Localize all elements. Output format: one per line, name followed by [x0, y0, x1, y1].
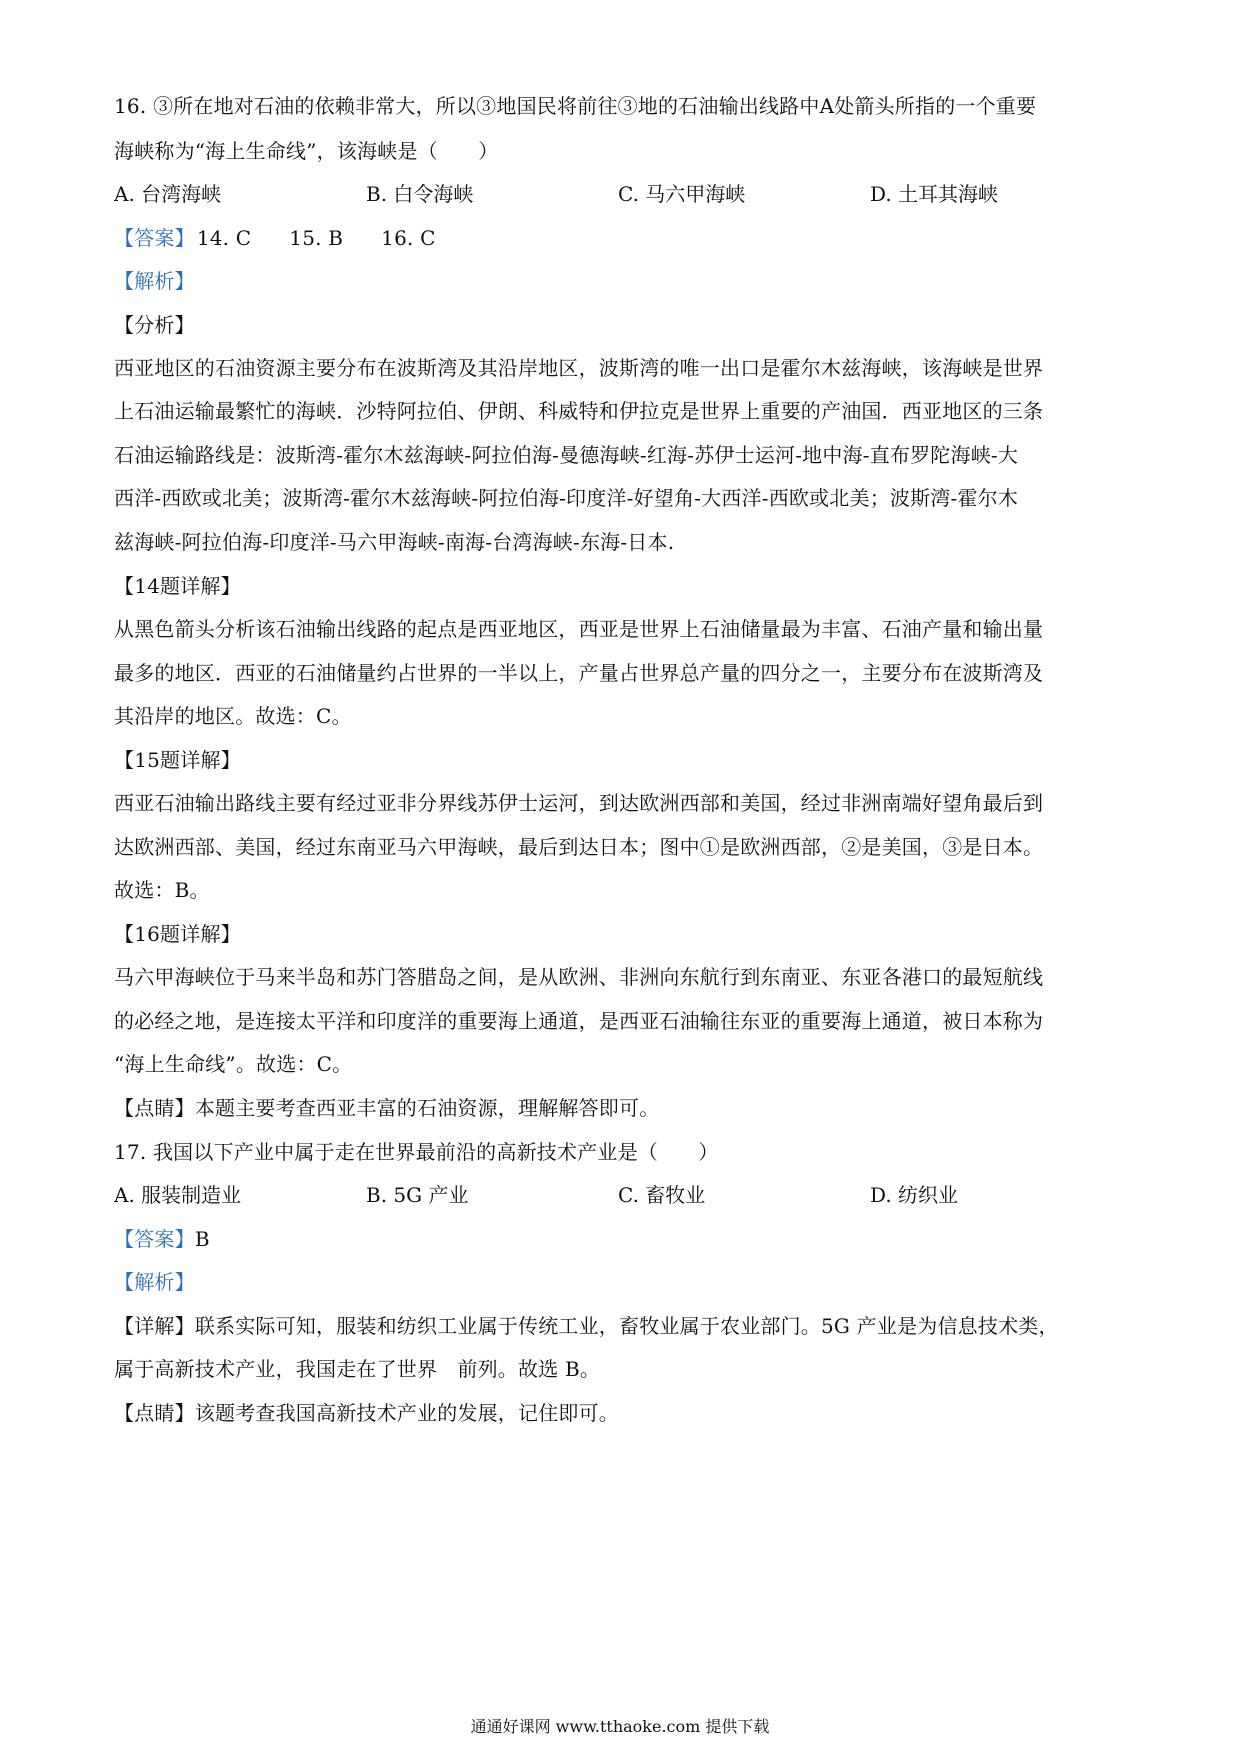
answer-tag: 【答案】 [114, 226, 195, 250]
fenxi-line: 兹海峡-阿拉伯海-印度洋-马六甲海峡-南海-台湾海峡-东海-日本. [114, 530, 675, 554]
answer-row [114, 224, 1134, 252]
fenxi-line: 上石油运输最繁忙的海峡．沙特阿拉伯、伊朗、科威特和伊拉克是世界上重要的产油国．西亚地区的三条 [114, 399, 1044, 423]
detail-15-line: 达欧洲西部、美国，经过东南亚马六甲海峡，最后到达日本；图中①是欧洲西部，②是美国，③是日本。 [114, 835, 1044, 859]
dianjing-row [114, 1094, 1134, 1122]
footer-source: 通通好课网 www.tthaoke.com 提供下载 [470, 1717, 770, 1736]
detail-14-line: 最多的地区．西亚的石油储量约占世界的一半以上，产量占世界总产量的四分之一，主要分布在波斯湾及 [114, 661, 1044, 685]
dianjing-text: 本题主要考查西亚丰富的石油资源，理解解答即可。 [194, 1096, 660, 1120]
q16-stem-line1: 16. ③所在地对石油的依赖非常大，所以③地国民将前往③地的石油输出线路中A处箭头所指的一个重要 [114, 94, 1037, 118]
q17-dianjing-tag: 【点睛】 [114, 1401, 195, 1425]
detail-14-line: 从黑色箭头分析该石油输出线路的起点是西亚地区，西亚是世界上石油储量最为丰富、石油产量和输出量 [114, 617, 1044, 641]
q17-detail-text: 联系实际可知，服装和纺织工业属于传统工业，畜牧业属于农业部门。5G 产业是为信息技术类， [194, 1314, 1059, 1338]
q17-answer-tag: 【答案】 [114, 1227, 195, 1251]
q17-option-b: B. 5G 产业 [366, 1183, 469, 1207]
q17-detail-row [114, 1312, 1134, 1340]
detail-15-line: 故选：B。 [114, 878, 210, 902]
detail-15-line: 西亚石油输出路线主要有经过亚非分界线苏伊士运河，到达欧洲西部和美国，经过非洲南端好望角最后到 [114, 791, 1044, 815]
detail-14-line: 其沿岸的地区。故选：C。 [114, 704, 352, 728]
analysis-tag: 【解析】 [114, 269, 195, 293]
q17-detail-line2: 属于高新技术产业，我国走在了世界 前列。故选 B。 [114, 1357, 601, 1381]
dianjing-tag: 【点睛】 [114, 1096, 195, 1120]
fenxi-line: 西亚地区的石油资源主要分布在波斯湾及其沿岸地区，波斯湾的唯一出口是霍尔木兹海峡，该海峡是世界 [114, 356, 1044, 380]
detail-16-heading: 【16题详解】 [114, 922, 241, 946]
answer-16: 16. C [381, 226, 436, 250]
answer-15: 15. B [289, 226, 344, 250]
q17-detail-tag: 【详解】 [114, 1314, 195, 1338]
q16-stem-line2: 海峡称为“海上生命线”，该海峡是（ ） [114, 139, 499, 163]
detail-16-line: 马六甲海峡位于马来半岛和苏门答腊岛之间，是从欧洲、非洲向东航行到东南亚、东亚各港口的最短航线 [114, 965, 1044, 989]
q16-option-c: C. 马六甲海峡 [618, 182, 746, 206]
fenxi-heading: 【分析】 [114, 313, 195, 337]
detail-14-heading: 【14题详解】 [114, 574, 241, 598]
q17-option-a: A. 服装制造业 [114, 1183, 242, 1207]
answer-14: 14. C [196, 226, 252, 250]
q17-stem: 17. 我国以下产业中属于走在世界最前沿的高新技术产业是（ ） [114, 1140, 719, 1164]
q17-answer-value: B [194, 1227, 210, 1251]
q17-dianjing-text: 该题考查我国高新技术产业的发展，记住即可。 [194, 1401, 620, 1425]
q17-option-c: C. 畜牧业 [618, 1183, 706, 1207]
q17-dianjing-row [114, 1399, 1134, 1427]
detail-16-line: 的必经之地，是连接太平洋和印度洋的重要海上通道，是西亚石油输往东亚的重要海上通道，被日本称为 [114, 1009, 1044, 1033]
q16-option-a: A. 台湾海峡 [114, 182, 222, 206]
q16-option-b: B. 白令海峡 [366, 182, 474, 206]
detail-15-heading: 【15题详解】 [114, 748, 241, 772]
detail-16-line: “海上生命线”。故选：C。 [114, 1052, 353, 1076]
q16-option-d: D. 土耳其海峡 [870, 182, 999, 206]
q17-option-d: D. 纺织业 [870, 1183, 959, 1207]
fenxi-line: 西洋-西欧或北美；波斯湾-霍尔木兹海峡-阿拉伯海-印度洋-好望角-大西洋-西欧或北美；波斯湾-霍尔木 [114, 486, 1019, 510]
q17-answer-row [114, 1225, 1134, 1253]
q17-analysis-tag: 【解析】 [114, 1270, 195, 1294]
fenxi-line: 石油运输路线是：波斯湾-霍尔木兹海峡-阿拉伯海-曼德海峡-红海-苏伊士运河-地中海-直布罗陀海峡-大 [114, 443, 1019, 467]
